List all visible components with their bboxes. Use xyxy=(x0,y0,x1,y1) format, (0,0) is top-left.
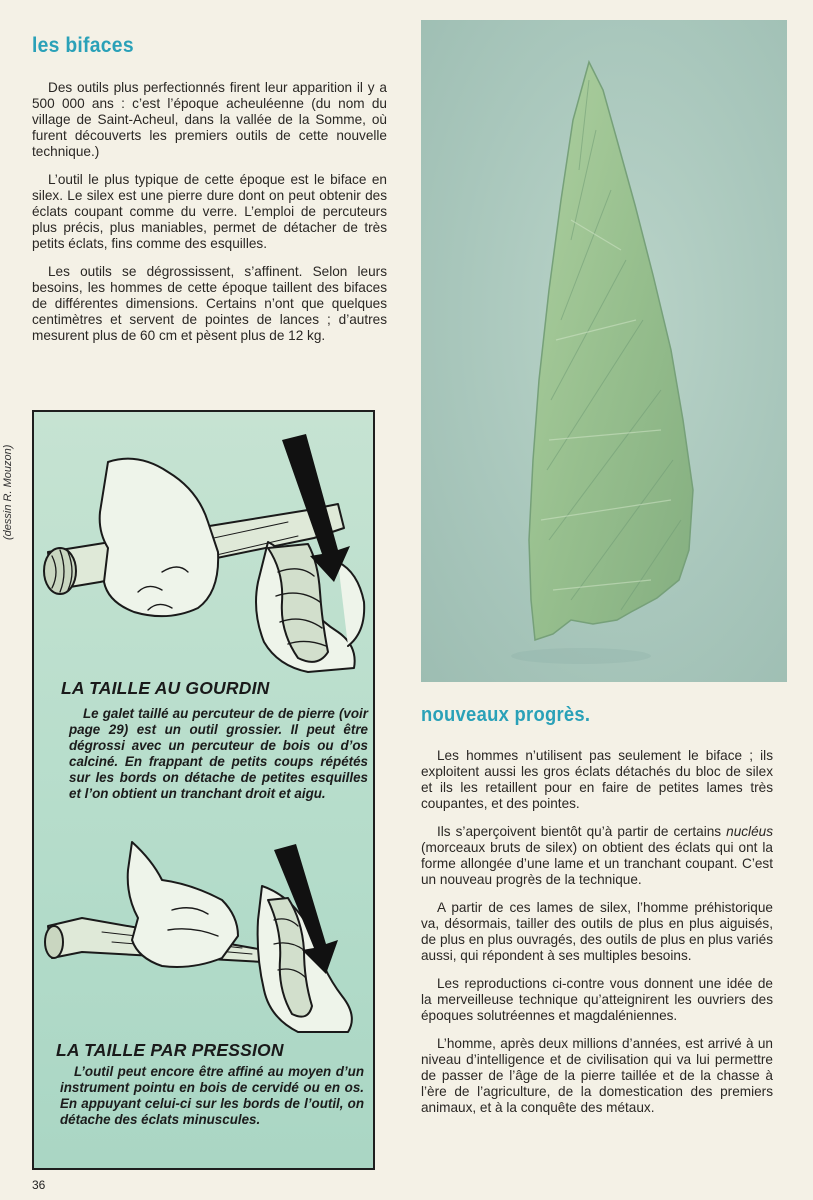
bifaces-paragraph-2: L’outil le plus typique de cette époque est le biface en silex. Le silex est une pierre dure dont on peut obtenir des éclats coupant comme du verre. L’emploi de percuteurs plus précis, plus maniables, permet de détacher de très petits éclats, fins comme des esquilles. xyxy=(32,172,387,251)
bifaces-text-column xyxy=(32,80,387,356)
pressure-knapping-illustration xyxy=(42,840,368,1036)
pression-description: L’outil peut encore être affiné au moyen d’un instrument pointu en bois de cervidé ou en os. En appuyant celui-ci sur les bords de l’outil, on détache des éclats minuscules. xyxy=(60,1064,364,1127)
progres-paragraph-2 xyxy=(421,824,773,888)
progres-paragraph-2-start: Ils s’aperçoivent bientôt qu’à partir de certains xyxy=(437,824,727,839)
flint-point-image xyxy=(421,20,787,682)
gourdin-description: Le galet taillé au percuteur de de pierre (voir page 29) est un outil grossier. Il peut être dégrossi avec un percuteur de bois ou d’os calciné. En frappant de petits coups répétés sur les bords on détache de petites esquilles et l’on obtient un tranchant droit et aigu. xyxy=(69,706,368,801)
page-number: 36 xyxy=(32,1178,46,1192)
flint-point-photo xyxy=(421,20,787,682)
bifaces-paragraph-1: Des outils plus perfectionnés firent leur apparition il y a 500 000 ans : c’est l’époque acheuléenne (du nom du village de Saint-Acheul, dans la vallée de la Somme, où furent découverts les premiers outils de cette nouvelle technique.) xyxy=(32,80,387,159)
progres-paragraph-2-end: (morceaux bruts de silex) on obtient des éclats qui ont la forme allongée d’une lame et un tranchant coupant. C’est un nouveau progrès de la technique. xyxy=(421,840,773,887)
section-heading-nouveaux-progres: nouveaux progrès. xyxy=(421,704,591,726)
progres-paragraph-5: L’homme, après deux millions d’années, est arrivé à un niveau d’intelligence et de civilisation qui va lui permettre de passer de l’âge de la pierre taillée et de la chasse à l’ère de l’agriculture, de la domestication des premiers animaux, et à la conquête des métaux. xyxy=(421,1036,773,1115)
club-knapping-illustration xyxy=(38,432,372,676)
pression-title: LA TAILLE PAR PRESSION xyxy=(56,1040,284,1060)
gourdin-title: LA TAILLE AU GOURDIN xyxy=(61,678,270,698)
progres-paragraph-3: A partir de ces lames de silex, l’homme préhistorique va, désormais, tailler des outils de plus en plus aiguisés, de plus en plus ouvragés, des outils de plus en plus variés aussi, qui répondent à ses multiples besoins. xyxy=(421,900,773,963)
technique-illustration-box xyxy=(32,410,375,1170)
bifaces-paragraph-3: Les outils se dégrossissent, s’affinent. Selon leurs besoins, les hommes de cette époque taillent des bifaces de différentes dimensions. Certains n’ont que quelques centimètres et servent de pointes de lances ; d’autres mesurent plus de 60 cm et pèsent plus de 12 kg. xyxy=(32,264,387,343)
progres-paragraph-1: Les hommes n’utilisent pas seulement le biface ; ils exploitent aussi les gros éclats détachés du bloc de silex et ils les retaillent pour en faire de petites lames très coupantes, et des pointes. xyxy=(421,748,773,811)
progres-paragraph-4: Les reproductions ci-contre vous donnent une idée de la merveilleuse technique qu’atteignirent les ouvriers des époques solutréennes et magdaléniennes. xyxy=(421,976,773,1023)
illustration-credit: (dessin R. Mouzon) xyxy=(2,444,14,540)
progres-text-column xyxy=(421,748,773,1128)
nucleus-term: nucléus xyxy=(726,824,773,839)
section-heading-bifaces: les bifaces xyxy=(32,34,134,57)
